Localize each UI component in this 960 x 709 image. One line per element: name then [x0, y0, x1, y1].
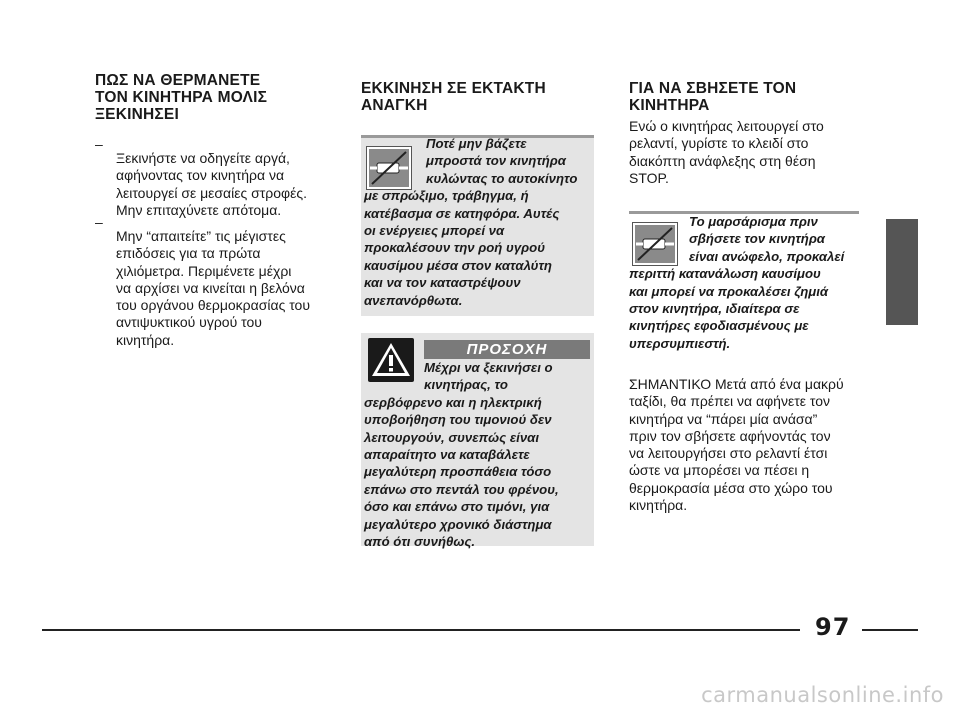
- note-text: [629, 213, 859, 352]
- note-line: Το μαρσάρισμα πριν: [689, 214, 818, 229]
- bullet-item: Μην “απαιτείτε” τις μέγιστες επιδόσεις για τα πρώτα χιλιόμετρα. Περιμένετε μέχρι να αρχίσει να κινείται η βελόνα του οργάνου θερμοκρασίας του αντιψυκτικού υγρού του κινητήρα.: [116, 228, 310, 348]
- warning-box-prosoxi: [361, 333, 594, 550]
- note-box-push-start: [361, 135, 594, 316]
- warning-title: ΠΡΟΣΟΧΗ: [424, 340, 590, 359]
- section-heading-warm-up: ΠΩΣ ΝΑ ΘΕΡΜΑΝΕΤΕ ΤΟΝ ΚΙΝΗΤΗΡΑ ΜΟΛΙΣ ΞΕΚΙΝΗΣΕΙ: [95, 72, 268, 123]
- note-line: Μέχρι να ξεκινήσει ο: [424, 360, 553, 375]
- note-line: οι ενέργειες μπορεί να: [364, 223, 505, 239]
- important-notice: ΣΗΜΑΝΤΙΚΟ Μετά από ένα μακρύ ταξίδι, θα πρέπει να αφήνετε τον κινητήρα να “πάρει μία ανάσα” πριν τον σβήσετε αφήνοντάς τον να λειτουργήσει στο ρελαντί έτσι ώστε να μπορέσει να πέσει η θερμοκρασία μέσα στο χώρο του κινητήρα.: [629, 376, 844, 514]
- note-line: επάνω στο πεντάλ του φρένου,: [364, 481, 559, 497]
- note-line: σερβόφρενο και η ηλεκτρική: [364, 394, 542, 410]
- note-line: και μπορεί να προκαλέσει ζημιά: [629, 283, 829, 299]
- note-line: ανεπανόρθωτα.: [364, 292, 463, 308]
- section-tab-marker: [886, 219, 918, 325]
- note-line: απαραίτητο να καταβάλετε: [364, 447, 530, 463]
- note-line: μεγαλύτερο χρονικό διάστημα: [364, 516, 552, 532]
- note-line: μπροστά τον κινητήρα: [426, 153, 566, 169]
- page-number: 97: [815, 613, 851, 641]
- note-line: προκαλέσουν την ροή υγρού: [364, 240, 545, 256]
- note-line: κατέβασμα σε κατηφόρα. Αυτές: [364, 205, 560, 221]
- note-line: κινητήρας, το: [424, 377, 508, 393]
- note-line: κινητήρες εφοδιασμένους με: [629, 318, 809, 334]
- warning-text: [364, 359, 592, 550]
- note-line: κυλώντας το αυτοκίνητο: [426, 170, 578, 186]
- note-line: στον κινητήρα, ιδιαίτερα σε: [629, 301, 800, 317]
- footer-rule-right: [862, 629, 918, 631]
- watermark: carmanualsonline.info: [701, 683, 944, 707]
- note-line: από ότι συνήθως.: [364, 534, 476, 550]
- bullet-marker: –: [95, 136, 103, 152]
- note-line: καυσίμου μέσα στον καταλύτη: [364, 257, 552, 273]
- note-line: σβήσετε τον κινητήρα: [689, 231, 825, 247]
- note-line: Ποτέ μην βάζετε: [426, 136, 527, 151]
- bullet-marker: –: [95, 214, 103, 230]
- stop-engine-instructions: Ενώ ο κινητήρας λειτουργεί στο ρελαντί, γυρίστε το κλειδί στο διακόπτη ανάφλεξης στη θέση STOP.: [629, 118, 824, 186]
- note-line: περιττή κατανάλωση καυσίμου: [629, 266, 821, 282]
- note-line: με σπρώξιμο, τράβηγμα, ή: [364, 188, 529, 204]
- footer-rule-left: [42, 629, 800, 631]
- note-box-revving: [629, 211, 859, 358]
- section-heading-stop-engine: ΓΙΑ ΝΑ ΣΒΗΣΕΤΕ ΤΟΝ ΚΙΝΗΤΗΡΑ: [629, 80, 797, 114]
- note-line: είναι ανώφελο, προκαλεί: [689, 248, 845, 264]
- note-line: μεγαλύτερη προσπάθεια τόσο: [364, 464, 552, 480]
- bullet-item: Ξεκινήστε να οδηγείτε αργά, αφήνοντας τον κινητήρα να λειτουργεί σε μεσαίες στροφές. Μην επιταχύνετε απότομα.: [116, 150, 308, 218]
- note-text: [364, 135, 592, 309]
- note-line: λειτουργούν, συνεπώς είναι: [364, 429, 539, 445]
- note-line: όσο και επάνω στο τιμόνι, για: [364, 499, 550, 515]
- note-line: υπερσυμπιεστή.: [629, 335, 731, 351]
- section-heading-emergency-start: ΕΚΚΙΝΗΣΗ ΣΕ ΕΚΤΑΚΤΗ ΑΝΑΓΚΗ: [361, 80, 546, 114]
- note-line: υποβοήθηση του τιμονιού δεν: [364, 412, 552, 428]
- note-line: και να τον καταστρέψουν: [364, 275, 521, 291]
